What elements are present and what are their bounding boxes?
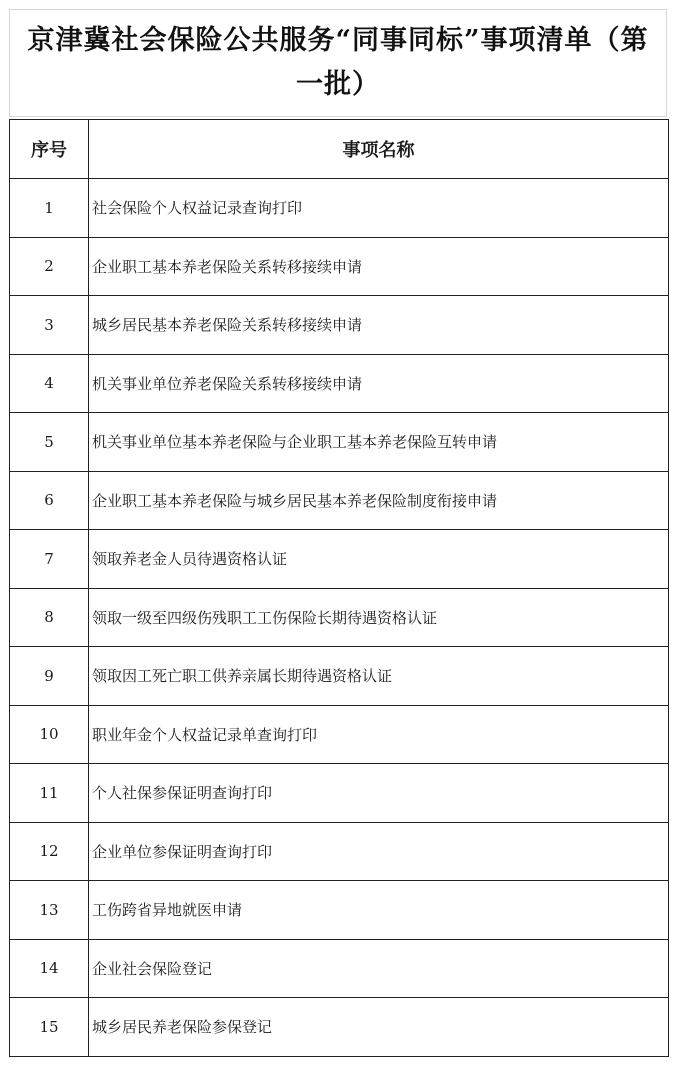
row-index: 10 bbox=[10, 705, 89, 764]
row-index: 5 bbox=[10, 413, 89, 472]
table-row bbox=[10, 237, 669, 296]
row-item-name: 城乡居民基本养老保险关系转移接续申请 bbox=[89, 296, 669, 355]
row-item-name: 领取一级至四级伤残职工工伤保险长期待遇资格认证 bbox=[89, 588, 669, 647]
row-index: 11 bbox=[10, 764, 89, 823]
row-item-name: 企业职工基本养老保险关系转移接续申请 bbox=[89, 237, 669, 296]
row-index: 3 bbox=[10, 296, 89, 355]
row-index: 4 bbox=[10, 354, 89, 413]
row-index: 1 bbox=[10, 179, 89, 238]
table-row bbox=[10, 296, 669, 355]
row-item-name: 机关事业单位养老保险关系转移接续申请 bbox=[89, 354, 669, 413]
table-row bbox=[10, 588, 669, 647]
row-index: 14 bbox=[10, 939, 89, 998]
row-item-name: 社会保险个人权益记录查询打印 bbox=[89, 179, 669, 238]
row-item-name: 领取因工死亡职工供养亲属长期待遇资格认证 bbox=[89, 647, 669, 706]
table-row bbox=[10, 179, 669, 238]
items-table bbox=[9, 119, 669, 1057]
table-row bbox=[10, 413, 669, 472]
row-index: 9 bbox=[10, 647, 89, 706]
table-row bbox=[10, 471, 669, 530]
table-row bbox=[10, 647, 669, 706]
row-item-name: 企业职工基本养老保险与城乡居民基本养老保险制度衔接申请 bbox=[89, 471, 669, 530]
document-title: 京津冀社会保险公共服务“同事同标”事项清单（第一批） bbox=[27, 25, 649, 100]
row-index: 2 bbox=[10, 237, 89, 296]
table-row bbox=[10, 998, 669, 1057]
header-index: 序号 bbox=[10, 120, 89, 179]
table-row bbox=[10, 764, 669, 823]
row-item-name: 城乡居民养老保险参保登记 bbox=[89, 998, 669, 1057]
table-header-row bbox=[10, 120, 669, 179]
row-index: 7 bbox=[10, 530, 89, 589]
row-item-name: 领取养老金人员待遇资格认证 bbox=[89, 530, 669, 589]
row-item-name: 个人社保参保证明查询打印 bbox=[89, 764, 669, 823]
row-item-name: 企业社会保险登记 bbox=[89, 939, 669, 998]
row-item-name: 工伤跨省异地就医申请 bbox=[89, 881, 669, 940]
row-index: 8 bbox=[10, 588, 89, 647]
row-index: 13 bbox=[10, 881, 89, 940]
table-row bbox=[10, 881, 669, 940]
table-row bbox=[10, 530, 669, 589]
row-item-name: 机关事业单位基本养老保险与企业职工基本养老保险互转申请 bbox=[89, 413, 669, 472]
row-item-name: 企业单位参保证明查询打印 bbox=[89, 822, 669, 881]
title-box bbox=[9, 9, 667, 117]
row-index: 15 bbox=[10, 998, 89, 1057]
row-index: 12 bbox=[10, 822, 89, 881]
table-row bbox=[10, 705, 669, 764]
header-name: 事项名称 bbox=[89, 120, 669, 179]
row-item-name: 职业年金个人权益记录单查询打印 bbox=[89, 705, 669, 764]
table-row bbox=[10, 354, 669, 413]
table-row bbox=[10, 822, 669, 881]
row-index: 6 bbox=[10, 471, 89, 530]
table-row bbox=[10, 939, 669, 998]
